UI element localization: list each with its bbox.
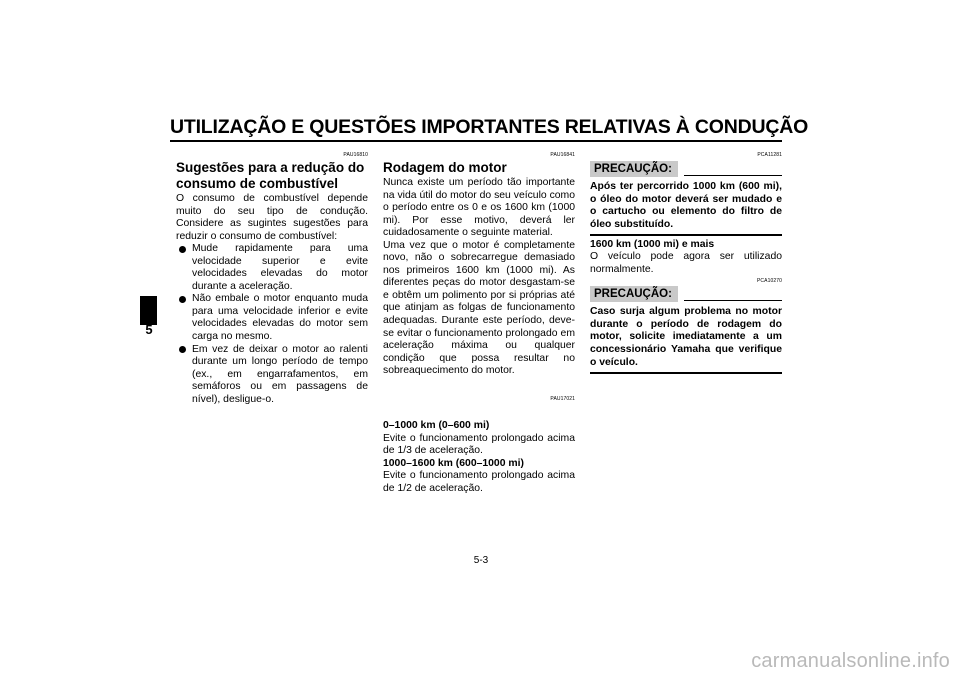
title-rule bbox=[170, 140, 782, 142]
caution-text: Após ter percorrido 1000 km (600 mi), o óleo do motor deverá ser mudado e o cartucho ou elemento do filtro de óleo substituído. bbox=[590, 181, 782, 230]
caution-rule bbox=[684, 175, 782, 177]
chapter-number: 5 bbox=[145, 322, 153, 337]
stage-text: Evite o funcionamento prolongado acima de 1/2 de aceleração. bbox=[383, 470, 575, 495]
caution-header bbox=[590, 286, 782, 302]
caution-label: PRECAUÇÃO: bbox=[590, 286, 678, 302]
stage-text: Evite o funcionamento prolongado acima de 1/3 de aceleração. bbox=[383, 432, 575, 457]
caution-text: Caso surja algum problema no motor durante o período de rodagem do motor, solicite imediatamente a um concessionário Yamaha que verifique o veículo. bbox=[590, 306, 782, 368]
section-code: PAU17021 bbox=[550, 395, 575, 402]
caution-code: PCA11281 bbox=[757, 152, 782, 158]
column-break-in bbox=[383, 152, 575, 496]
section-code: PAU16841 bbox=[550, 152, 575, 158]
caution-end-rule bbox=[590, 234, 782, 236]
section-heading: Sugestões para a redução do consumo de combustível bbox=[176, 160, 365, 191]
column-fuel-saving bbox=[176, 152, 368, 406]
caution-code: PCA10270 bbox=[757, 278, 782, 285]
caution-label: PRECAUÇÃO: bbox=[590, 161, 678, 177]
bullet-icon bbox=[179, 296, 186, 303]
list-item: Mude rapidamente para uma velocidade superior e evite velocidades elevadas do motor durante a aceleração. bbox=[179, 243, 368, 293]
bullet-icon bbox=[179, 346, 186, 353]
section-heading: Rodagem do motor bbox=[383, 160, 507, 175]
page-number: 5-3 bbox=[473, 555, 489, 566]
stage-text: O veículo pode agora ser utilizado normalmente. bbox=[590, 251, 782, 275]
watermark: carmanualsonline.info bbox=[751, 650, 950, 672]
list-item: Em vez de deixar o motor ao ralenti durante um longo período de tempo (ex., em engarrafamentos, em semáforos ou em passagens de nível), desligue-o. bbox=[179, 344, 368, 407]
list-item: Não embale o motor enquanto muda para uma velocidade inferior e evite velocidades elevadas do motor sem carga no mesmo. bbox=[179, 293, 368, 343]
column-cautions bbox=[590, 152, 782, 374]
paragraph: Uma vez que o motor é completamente novo, não o sobrecarregue demasiado nos primeiros 1600 km (1000 mi). As diferentes peças do motor desgastam-se e obtêm um polimento por si próprias até que atinjam as folgas de funcionamento adequadas. Durante este período, deve-se evitar o funcionamento prolongado em aceleração máxima ou qualquer condição que possa resultar no sobreaquecimento do motor. bbox=[383, 239, 575, 377]
stage-heading: 0–1000 km (0–600 mi) bbox=[383, 420, 490, 432]
intro-paragraph: O consumo de combustível depende muito do seu tipo de condução. Considere as sugintes sugestões para reduzir o consumo de combustível: bbox=[176, 193, 368, 242]
stage-heading: 1600 km (1000 mi) e mais bbox=[590, 238, 715, 250]
caution-header bbox=[590, 161, 782, 177]
section-code: PAU16810 bbox=[343, 152, 368, 158]
stage-heading: 1000–1600 km (600–1000 mi) bbox=[383, 457, 524, 469]
tips-list bbox=[176, 243, 368, 406]
caution-end-rule bbox=[590, 372, 782, 374]
caution-rule bbox=[684, 300, 782, 302]
chapter-tab bbox=[140, 296, 157, 325]
paragraph: Nunca existe um período tão importante na vida útil do motor do seu veículo como o período entre os 0 e os 1600 km (1000 mi). Por esse motivo, deverá ler cuidadosamente o seguinte material. bbox=[383, 177, 575, 239]
page-title: UTILIZAÇÃO E QUESTÕES IMPORTANTES RELATIVAS À CONDUÇÃO bbox=[170, 116, 809, 138]
bullet-icon bbox=[179, 246, 186, 253]
